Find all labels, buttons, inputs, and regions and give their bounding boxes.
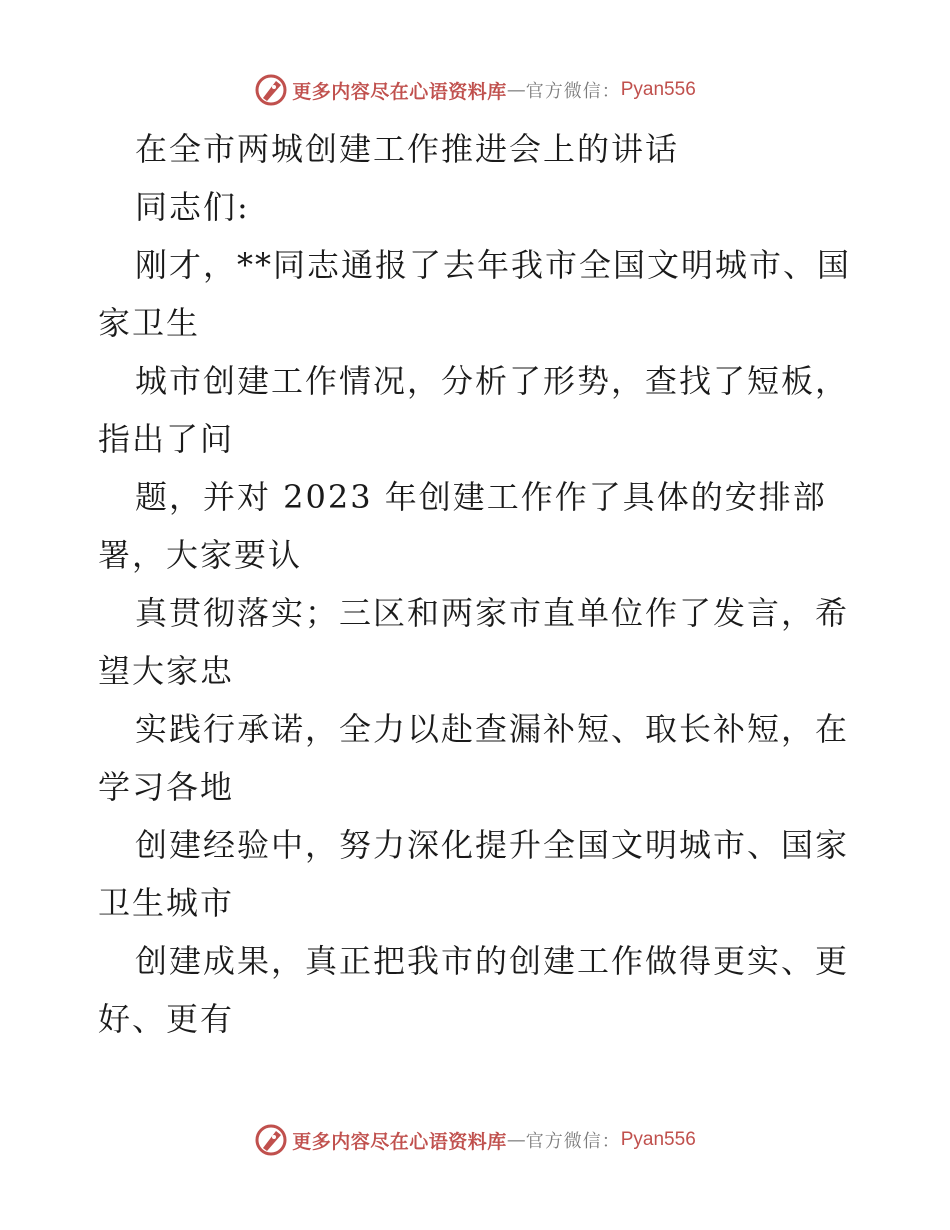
text-line: 卫生城市 (98, 884, 235, 922)
text-line: 学习各地 (98, 768, 235, 806)
watermark-separator: — (506, 79, 526, 101)
text-line: 城市创建工作情况，分析了形势，查找了短板， (135, 362, 850, 400)
watermark-main-text: 更多内容尽在心语资料库 (292, 80, 507, 103)
text-line: 题，并对 2023 年创建工作作了具体的安排部 (135, 478, 827, 516)
text-line: 刚才，**同志通报了去年我市全国文明城市、国 (135, 246, 852, 284)
text-line: 家卫生 (98, 304, 201, 342)
footer-watermark (0, 1120, 950, 1160)
text-line: 真贯彻落实；三区和两家市直单位作了发言，希 (135, 594, 850, 632)
text-line: 署，大家要认 (98, 536, 303, 574)
header-watermark (0, 70, 950, 110)
watermark-wechat-id: Pyan556 (620, 1129, 696, 1150)
watermark-separator: — (506, 1129, 526, 1151)
document-body (98, 120, 858, 1048)
salutation: 同志们: (135, 188, 250, 226)
text-line: 好、更有 (98, 1000, 235, 1038)
watermark-wechat-label: 官方微信： (525, 81, 621, 102)
watermark-main-text: 更多内容尽在心语资料库 (292, 1130, 507, 1153)
document-title: 在全市两城创建工作推进会上的讲话 (135, 130, 680, 168)
text-line: 指出了问 (98, 420, 235, 458)
pen-nib-circle-icon (254, 1123, 288, 1157)
text-line: 望大家忠 (98, 652, 235, 690)
pen-nib-circle-icon (254, 73, 288, 107)
watermark-wechat-id: Pyan556 (620, 79, 696, 100)
watermark-wechat-label: 官方微信： (525, 1131, 621, 1152)
text-line: 创建经验中，努力深化提升全国文明城市、国家 (135, 826, 850, 864)
text-line: 创建成果，真正把我市的创建工作做得更实、更 (135, 942, 850, 980)
text-line: 实践行承诺，全力以赴查漏补短、取长补短，在 (135, 710, 850, 748)
